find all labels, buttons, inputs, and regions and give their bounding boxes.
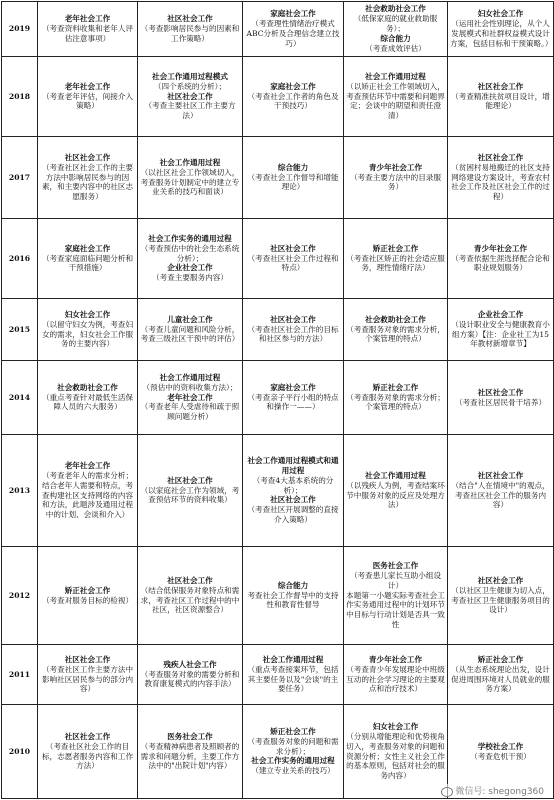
topic-cell (344, 705, 448, 799)
table-row (2, 547, 554, 645)
topic-title: 社区社会工作 (167, 475, 213, 485)
topic-title: 学校社会工作 (477, 741, 524, 751)
topic-detail: （以留守妇女为例，考查妇女的需求，妇女社会工作服务的主要内容） (41, 319, 134, 349)
topic-cell (448, 435, 554, 547)
topic-title: 社区社会工作 (270, 243, 316, 253)
topic-detail: （考查精准扶贫项目设计，增能理论） (451, 91, 550, 111)
topic-cell (138, 219, 243, 299)
topic-title: 社区社会工作 (167, 14, 213, 24)
table-row (2, 137, 554, 219)
topic-title: 社区社会工作 (477, 81, 524, 91)
topic-title: 矫正社会工作 (270, 726, 316, 736)
topic-detail: （低保家庭的就业救助服务）； (353, 14, 438, 34)
topic-cell (138, 645, 243, 705)
table-row (2, 645, 554, 705)
topic-title: 社会救助社会工作 (365, 4, 426, 14)
topic-cell (38, 57, 138, 137)
topic-cell (243, 547, 344, 645)
topic-detail: （考查依据生涯选择配合论和职业规划服务） (451, 253, 550, 273)
topic-title: 社区社会工作 (167, 575, 213, 585)
topic-cell (138, 2, 243, 57)
topic-cell (138, 361, 243, 435)
topic-title: 企业社会工作 (477, 309, 524, 319)
topic-cell (243, 361, 344, 435)
topic-cell (344, 299, 448, 361)
year-cell: 2017 (2, 137, 38, 219)
topic-title: 社会工作通用过程 (365, 470, 426, 480)
topic-detail: （分别从增能理论和优势视角切入，考查服务对象的问题和资源分析；女性主义社会工作的基本原则，包括对社会的服务内容） (346, 731, 445, 781)
topic-detail: （结合低保服务对象特点和需求，考查社区工作过程中的中社区，社区资源整合） (140, 585, 240, 615)
topic-title: 社区社会工作 (477, 470, 524, 480)
topic-title: 妇女社会工作 (64, 309, 111, 319)
year-cell: 2013 (2, 435, 38, 547)
topic-detail: （考查社区居民骨干培养） (454, 397, 547, 407)
topic-cell (344, 361, 448, 435)
topic-title: 社区社会工作 (64, 654, 111, 664)
topic-detail: （考查主要社区工作主要方法） (144, 101, 236, 121)
topic-detail: （考查老年评估，间接介入策略） (41, 91, 134, 111)
topic-title: 妇女社会工作 (372, 721, 419, 731)
topic-title: 社区社会工作 (167, 91, 213, 101)
topic-title: 儿童社会工作 (167, 314, 213, 324)
topic-detail: （考查儿童问题和风险分析，考查三级社区干预中的评估） (140, 324, 240, 344)
topic-title: 矫正社会工作 (372, 382, 419, 392)
topic-title: 社会工作通用过程 (159, 372, 221, 382)
topic-cell (38, 705, 138, 799)
topic-title: 医务社会工作 (372, 560, 419, 570)
topic-detail: （从生态系统理论出发，设计促进周围环境对人员就业的服务方案） (451, 664, 550, 694)
topic-cell (243, 219, 344, 299)
topic-cell (448, 137, 554, 219)
topic-detail: （考查理性情绪治疗模式ABC分析及合理信念建立技巧） (246, 19, 340, 48)
topic-detail: （考查服务对象的需求分析；个案管理的特点） (346, 392, 445, 412)
topic-title: 社区社会工作 (270, 495, 316, 505)
topic-detail: 本题第一小题实际考查社会工作实务通用过程中的计划环节中目标与行动计划是否具一致性 (346, 590, 445, 630)
topic-detail: 考查社会工作督导中的支持性和教育性督导 (247, 590, 339, 610)
topic-detail: （考查社区社会工作的主要方法中影响居民参与的因素，和主要内容中的社区志愿服务） (41, 162, 134, 202)
table-row (2, 57, 554, 137)
table-row (2, 2, 554, 57)
topic-title: 社会工作实务的通用过程 (148, 233, 232, 243)
topic-cell (38, 137, 138, 219)
topic-cell (38, 547, 138, 645)
topic-detail: （考查社区社会工作过程和特点） (247, 253, 339, 273)
year-cell: 2016 (2, 219, 38, 299)
topic-detail: （考查老年人的需求分析；结合老年人需要和特点，考查构建社区支持网络的内容和方法，此题涉及通用过程中的计划、会谈和介入） (41, 470, 134, 520)
table-row (2, 219, 554, 299)
topic-cell (344, 137, 448, 219)
topic-detail: （以家庭社会工作为领域，考查预估环节的资料收集） (140, 485, 240, 505)
topic-cell (448, 57, 554, 137)
year-cell: 2014 (2, 361, 38, 435)
topic-title: 社区社会工作 (477, 152, 524, 162)
topic-cell (448, 2, 554, 57)
topic-title: 家庭社会工作 (270, 382, 316, 392)
topic-title: 青少年社会工作 (368, 654, 423, 664)
topic-title: 社会工作通用过程模式和通用过程 (247, 455, 339, 475)
year-cell: 2018 (2, 57, 38, 137)
topic-detail: （考查社区社会工作的目标和社区参与的方法） (247, 324, 339, 344)
topic-cell (243, 2, 344, 57)
topic-detail: （考查老年人受虐待和疏于照顾问题分析） (140, 402, 240, 422)
table-row (2, 361, 554, 435)
topic-cell (38, 219, 138, 299)
topic-detail: （考查主要方法中的目录服务） (349, 172, 442, 192)
topic-detail: （四个系统的分析）； (153, 81, 227, 91)
exam-topics-table (1, 1, 554, 799)
topic-title: 综合能力 (277, 580, 309, 590)
topic-title: 家庭社会工作 (270, 9, 316, 19)
topic-title: 社会工作实务的通用过程 (251, 756, 335, 766)
topic-title: 家庭社会工作 (64, 243, 111, 253)
wechat-icon (441, 787, 453, 797)
topic-cell (448, 361, 554, 435)
topic-title: 妇女社会工作 (477, 9, 524, 19)
topic-title: 社区社会工作 (477, 387, 524, 397)
topic-detail: （以矫正社会工作领域切入，考查预估环节中需要和问题界定；会谈中的期望和责任澄清） (346, 81, 445, 121)
topic-title: 社区社会工作 (64, 731, 111, 741)
topic-cell (138, 547, 243, 645)
topic-cell (448, 547, 554, 645)
topic-cell (138, 57, 243, 137)
topic-title: 矫正社会工作 (64, 585, 111, 595)
topic-title: 青少年社会工作 (368, 162, 423, 172)
topic-detail: （考查社会工作督导和增能理论） (247, 172, 339, 192)
topic-cell (448, 219, 554, 299)
topic-cell (344, 219, 448, 299)
topic-title: 综合能力 (380, 33, 411, 43)
topic-cell (38, 361, 138, 435)
year-cell: 2012 (2, 547, 38, 645)
topic-detail: （考查社区工作主要方法中影响社区居民参与的部分内容） (41, 664, 134, 694)
topic-cell (243, 57, 344, 137)
table-row (2, 299, 554, 361)
topic-detail: （考查成效评估） (365, 43, 426, 53)
topic-title: 家庭社会工作 (270, 81, 316, 91)
topic-cell (344, 645, 448, 705)
topic-detail: （考查患儿家长互助小组设计） (349, 570, 442, 590)
table-row (2, 435, 554, 547)
topic-title: 社会救助社会工作 (365, 314, 426, 324)
topic-detail: （重点考查接案环节，包括其主要任务以及"会谈"的主要任务） (247, 664, 339, 694)
topic-detail: （以社区卫生健康为切入点，考查社区卫生健康服务项目的设计） (451, 585, 550, 615)
topic-detail: （考查服务对象的问题和需求分析）； (247, 736, 339, 756)
topic-title: 社区社会工作 (270, 314, 316, 324)
topic-detail: （以社区社会工作领域切入，考查服务计划制定中的建立专业关系的技巧和面谈） (140, 167, 240, 197)
topic-detail: （贫困村易地搬迁的社区支持网络建设方案设计，考查农村社会工作及社区社会工作的过程） (451, 162, 550, 202)
topic-title: 残疾人社会工作 (163, 659, 217, 669)
topic-cell (243, 645, 344, 705)
topic-cell (38, 2, 138, 57)
year-cell: 2015 (2, 299, 38, 361)
topic-title: 社区社会工作 (64, 152, 111, 162)
topic-title: 社会救助社会工作 (57, 382, 118, 392)
topic-detail: （考查资料收集和老年人评估注意事项） (41, 24, 134, 43)
topic-cell (138, 705, 243, 799)
topic-cell (243, 299, 344, 361)
topic-title: 社区社会工作 (477, 575, 524, 585)
topic-cell (344, 57, 448, 137)
topic-title: 社会工作通用过程 (262, 654, 324, 664)
topic-cell (38, 299, 138, 361)
topic-detail: （设计职业安全与健康教育小组方案）【注：企业社工为15年教材新增章节】 (451, 319, 550, 349)
topic-cell (138, 435, 243, 547)
topic-cell (243, 137, 344, 219)
topic-detail: （考查影响居民参与的因素和工作策略） (140, 24, 240, 43)
topic-title: 医务社会工作 (167, 731, 213, 741)
year-cell: 2010 (2, 705, 38, 799)
topic-title: 青少年社会工作 (473, 243, 528, 253)
topic-cell (344, 435, 448, 547)
topic-title: 综合能力 (277, 162, 309, 172)
topic-cell (38, 435, 138, 547)
watermark (439, 784, 546, 797)
topic-detail: （考查危机干预） (470, 751, 531, 761)
topic-title: 社会工作通用过程 (159, 157, 221, 167)
topic-detail: （考查社会工作者的角色及干预技巧） (247, 91, 339, 111)
watermark-text: 微信号: shegong360 (455, 787, 544, 797)
topic-cell (448, 645, 554, 705)
topic-detail: （考查社区开展调整的直接介入策略） (247, 505, 339, 525)
topic-title: 老年社会工作 (64, 14, 111, 24)
topic-cell (138, 299, 243, 361)
topic-detail: （考查对服务目标的检视） (41, 595, 134, 605)
topic-title: 矫正社会工作 (372, 243, 419, 253)
topic-cell (344, 547, 448, 645)
topic-detail: （考查精神病患者及照顾者的需求和问题分析，主要工作方法中的"出院计划"内容） (140, 741, 240, 771)
topic-title: 社会工作通用过程 (365, 71, 426, 81)
topic-detail: （考查主要服务内容） (152, 273, 228, 283)
topic-cell (38, 645, 138, 705)
topic-title: 老年社会工作 (167, 392, 213, 402)
topic-title: 老年社会工作 (64, 460, 111, 470)
topic-cell (243, 435, 344, 547)
topic-detail: （重点考查针对最低生活保障人员的六大服务） (41, 392, 134, 412)
topic-detail: （考查服务对象的需要分析和教育康复模式的内容手法） (140, 669, 240, 689)
topic-detail: （结合"人在情境中"的观点，考查社区社会工作的服务内容） (451, 480, 550, 510)
topic-cell (448, 299, 554, 361)
topic-title: 社会工作通用过程模式 (152, 71, 228, 81)
topic-cell (138, 137, 243, 219)
topic-detail: （考查社区矫正的社会适应服务，理性情绪疗法） (346, 253, 445, 273)
topic-title: 企业社会工作 (167, 263, 213, 273)
year-cell: 2011 (2, 645, 38, 705)
year-cell: 2019 (2, 2, 38, 57)
topic-detail: （考查预估中的社会生态系统分析）； (140, 243, 240, 263)
topic-detail: （考查家庭面临问题分析和干预措施） (41, 253, 134, 273)
topic-detail: （预估中的资料收集方法）； (142, 382, 238, 392)
topic-cell (243, 705, 344, 799)
topic-title: 老年社会工作 (64, 81, 111, 91)
topic-title: 矫正社会工作 (477, 654, 524, 664)
topic-detail: （以残疾人为例，考查结案环节中服务对象的反应及处理方法） (346, 480, 445, 510)
topic-detail: （考查服务对象的需求分析，个案管理的特点） (346, 324, 445, 344)
topic-detail: （建立专业关系的技巧） (251, 766, 335, 776)
table-body (2, 2, 554, 799)
topic-detail: （考查社区社会工作的目标，志愿者服务内容和工作方法） (41, 741, 134, 771)
topic-detail: （考查4大基本系统的分析）； (252, 475, 334, 495)
topic-detail: （考查青少年发展理论中班级互动的社会学习理论的主要观点和治疗技术） (346, 664, 445, 694)
topic-detail: （考查亲子平行小组的特点和操作一——） (247, 392, 339, 412)
topic-detail: （运用社会性别理论，从个人发展模式和社群权益模式设计方案，包括目标和干预策略。） (450, 19, 553, 48)
topic-cell (344, 2, 448, 57)
